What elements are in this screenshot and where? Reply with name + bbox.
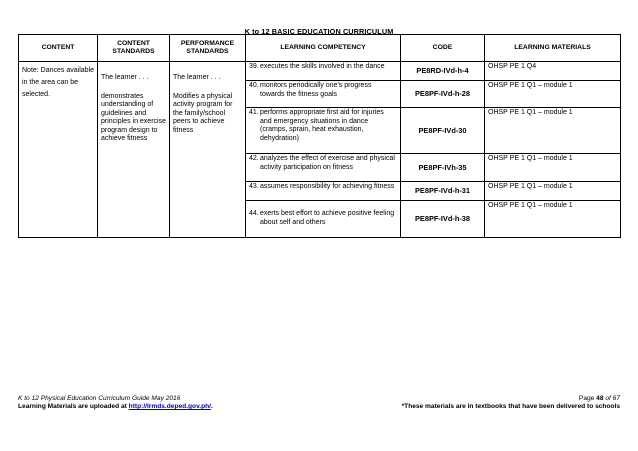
curriculum-table [18, 34, 621, 238]
competency-text: monitors periodically one's progress towards the fitness goals [260, 82, 372, 98]
competency-cell [246, 81, 401, 108]
materials-cell: OHSP PE 1 Q1 – module 1 [485, 154, 621, 182]
uploaded-suffix: . [210, 403, 213, 410]
competency-cell [246, 108, 401, 154]
performance-standards-cell [170, 62, 246, 238]
code-cell: PE8RD-IVd-h-4 [401, 62, 485, 81]
header-learning-materials: LEARNING MATERIALS [485, 35, 621, 62]
code-cell: PE8PF-IVd-h-28 [401, 81, 485, 108]
page-prefix: Page [578, 395, 597, 402]
header-performance-standards: PERFORMANCE STANDARDS [170, 35, 246, 62]
code-cell: PE8PF-IVd-30 [401, 108, 485, 154]
competency-cell [246, 154, 401, 182]
materials-cell: OHSP PE 1 Q1 – module 1 [485, 108, 621, 154]
content-standards-cell [98, 62, 170, 238]
page-indicator [579, 395, 620, 402]
code-cell: PE8PF-IVd-h-31 [401, 182, 485, 201]
header-content: CONTENT [19, 35, 98, 62]
competency-number: 43. [249, 183, 259, 190]
header-learning-competency: LEARNING COMPETENCY [246, 35, 401, 62]
page-number: 48 [596, 395, 604, 402]
uploaded-prefix: Learning Materials are uploaded at [18, 403, 129, 410]
competency-number: 40. [249, 82, 259, 89]
content-note: Note: Dances available in the area can be selected. [22, 67, 94, 98]
textbooks-note: *These materials are in textbooks that have been delivered to schools [401, 403, 620, 410]
materials-cell: OHSP PE 1 Q1 – module 1 [485, 182, 621, 201]
competency-number: 44. [249, 210, 259, 218]
competency-text: executes the skills involved in the dance [260, 63, 385, 70]
competency-cell [246, 62, 401, 81]
materials-cell: OHSP PE 1 Q1 – module 1 [485, 201, 621, 238]
performance-standards-lead: The learner . . . [173, 74, 221, 81]
competency-number: 42. [249, 155, 259, 162]
competency-text: assumes responsibility for achieving fitness [260, 183, 395, 190]
header-code: CODE [401, 35, 485, 62]
content-standards-text: demonstrates understanding of guidelines and principles in exercise program design to achieve fitness [101, 92, 166, 143]
competency-number: 41. [249, 109, 259, 116]
performance-standards-text: Modifies a physical activity program for the family/school peers to achieve fitness [173, 92, 233, 134]
page-total: of 67 [603, 395, 620, 402]
curriculum-guide-label: K to 12 Physical Education Curriculum Guide May 2016 [18, 395, 181, 402]
table-header-row [19, 35, 621, 62]
content-standards-lead: The learner . . . [101, 74, 149, 81]
competency-number: 39. [249, 63, 259, 70]
uploaded-note [18, 403, 213, 410]
competency-text: exerts best effort to achieve positive feeling about self and others [260, 210, 395, 226]
content-cell [19, 62, 98, 238]
header-content-standards: CONTENT STANDARDS [98, 35, 170, 62]
materials-cell: OHSP PE 1 Q4 [485, 62, 621, 81]
code-cell: PE8PF-IVh-35 [401, 154, 485, 182]
page-title: K to 12 BASIC EDUCATION CURRICULUM [244, 27, 394, 36]
lrmds-link[interactable]: http://lrmds.deped.gov.ph/ [128, 403, 211, 410]
table-row [19, 62, 621, 81]
competency-cell [246, 201, 401, 238]
competency-text: performs appropriate first aid for injuries and emergency situations in dance (cramps, sprain, heat exhaustion, dehydration) [260, 109, 384, 142]
competency-cell [246, 182, 401, 201]
materials-cell: OHSP PE 1 Q1 – module 1 [485, 81, 621, 108]
code-cell: PE8PF-IVd-h-38 [401, 201, 485, 238]
competency-text: analyzes the effect of exercise and physical activity participation on fitness [260, 155, 395, 171]
